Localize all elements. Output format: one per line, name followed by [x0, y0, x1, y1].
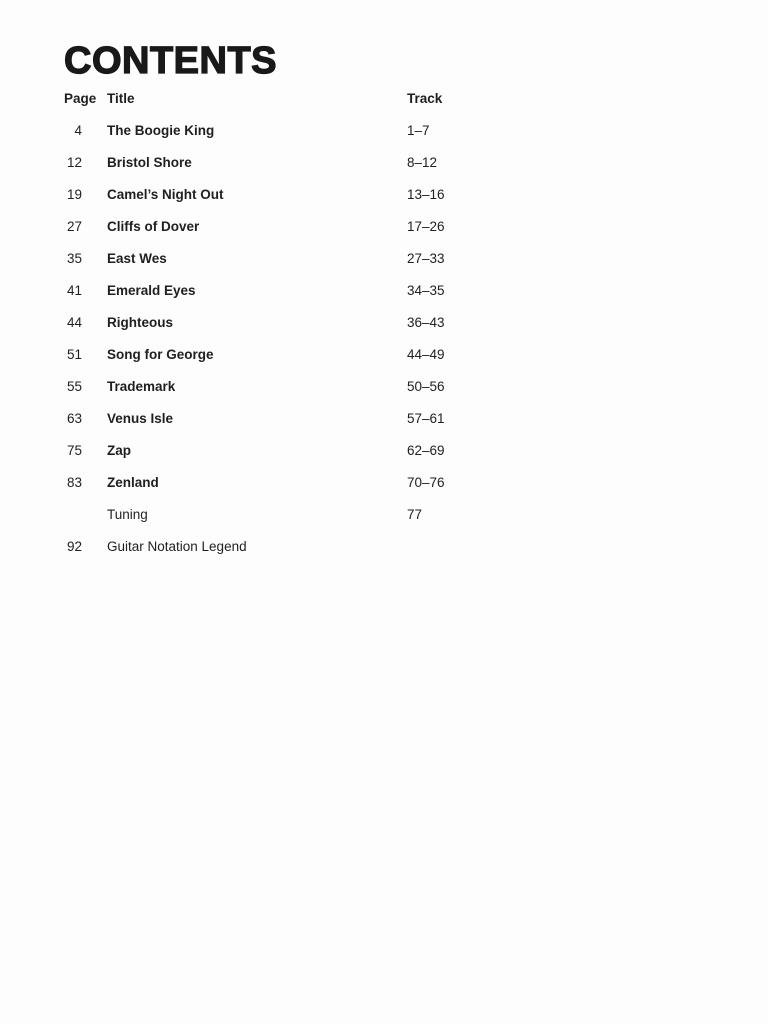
- track-numbers: 70–76: [407, 474, 445, 490]
- column-header-track: Track: [407, 90, 443, 106]
- track-numbers: 34–35: [407, 282, 445, 298]
- page-number: 55: [66, 378, 82, 394]
- entry-title: Guitar Notation Legend: [107, 538, 247, 554]
- track-numbers: 8–12: [407, 154, 438, 170]
- page-number: 92: [66, 538, 82, 554]
- entry-title: Venus Isle: [107, 410, 174, 426]
- toc-row: [64, 242, 728, 274]
- toc-row: [64, 210, 728, 242]
- toc-row: [64, 338, 728, 370]
- column-header-page: Page: [64, 90, 97, 106]
- page-number: 19: [66, 186, 82, 202]
- page-number: 41: [66, 282, 82, 298]
- track-numbers: 44–49: [407, 346, 445, 362]
- toc-row: [64, 402, 728, 434]
- toc-row: [64, 434, 728, 466]
- track-numbers: 62–69: [407, 442, 445, 458]
- entry-title: Trademark: [107, 378, 176, 394]
- entry-title: Camel’s Night Out: [107, 186, 224, 202]
- entry-title: Tuning: [107, 506, 148, 522]
- toc-row: [64, 466, 728, 498]
- page-number: 51: [66, 346, 82, 362]
- page-number: 4: [74, 122, 82, 138]
- entry-title: Zenland: [107, 474, 159, 490]
- toc-header-row: [64, 82, 728, 114]
- track-numbers: 57–61: [407, 410, 445, 426]
- toc-row: [64, 370, 728, 402]
- entry-title: Emerald Eyes: [107, 282, 196, 298]
- entry-title: Righteous: [107, 314, 173, 330]
- entry-title: Cliffs of Dover: [107, 218, 200, 234]
- track-numbers: 13–16: [407, 186, 445, 202]
- toc-row: [64, 274, 728, 306]
- page-number: 75: [66, 442, 82, 458]
- entry-title: The Boogie King: [107, 122, 215, 138]
- page-number: 83: [66, 474, 82, 490]
- toc-rows: [64, 114, 728, 562]
- page-number: 44: [66, 314, 82, 330]
- entry-title: Bristol Shore: [107, 154, 192, 170]
- toc-row: [64, 498, 728, 530]
- track-numbers: 36–43: [407, 314, 445, 330]
- track-numbers: 27–33: [407, 250, 445, 266]
- page-number: 63: [66, 410, 82, 426]
- entry-title: Zap: [107, 442, 132, 458]
- track-numbers: 50–56: [407, 378, 445, 394]
- entry-title: Song for George: [107, 346, 214, 362]
- page-number: 27: [66, 218, 82, 234]
- page-number: 12: [66, 154, 82, 170]
- table-of-contents: [64, 82, 728, 562]
- track-numbers: 77: [407, 506, 423, 522]
- column-header-title: Title: [107, 90, 135, 106]
- track-numbers: 17–26: [407, 218, 445, 234]
- track-numbers: 1–7: [407, 122, 430, 138]
- toc-row: [64, 146, 728, 178]
- toc-row: [64, 530, 728, 562]
- toc-row: [64, 306, 728, 338]
- toc-row: [64, 178, 728, 210]
- page-title: CONTENTS: [64, 40, 277, 82]
- toc-row: [64, 114, 728, 146]
- page-number: 35: [66, 250, 82, 266]
- entry-title: East Wes: [107, 250, 167, 266]
